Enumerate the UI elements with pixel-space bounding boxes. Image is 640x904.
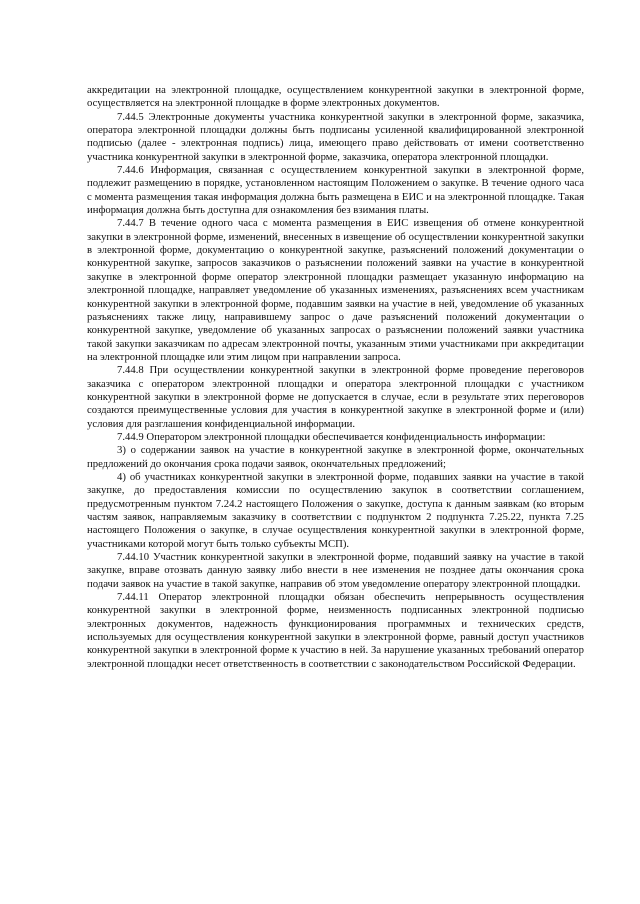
paragraph-7-44-5: 7.44.5 Электронные документы участника конкурентной закупки в электронной форме, заказчика, оператора электронной площадки должны быть подписаны усиленной квалифицированной электронной подписью (далее - электронная подпись) лица, имеющего право действовать от имени соответственно участника конкурентной закупки в электронной форме, заказчика, оператора электронной площадки.: [87, 110, 584, 163]
paragraph-7-44-10: 7.44.10 Участник конкурентной закупки в электронной форме, подавший заявку на участие в такой закупке, вправе отозвать данную заявку либо внести в нее изменения не позднее даты окончания срока подачи заявок на участие в такой закупке, направив об этом уведомление оператору электронной площадки.: [87, 551, 584, 590]
paragraph-7-44-7: 7.44.7 В течение одного часа с момента размещения в ЕИС извещения об отмене конкурентной закупки в электронной форме, изменений, внесенных в извещение об осуществлении конкурентной закупки в электронной форме, документацию о конкурентной закупке, разъяснений положений документации о конкурентной закупке, запросов заказчиков о разъяснении положений заявки на участие в конкурентной закупке в электронной форме оператор электронной площадки размещает указанную информацию на электронной площадке, направляет уведомление об указанных изменениях, разъяснениях всем участникам конкурентной закупки в электронной форме, подавшим заявки на участие в ней, уведомление об указанных разъяснениях также лицу, направившему запрос о даче разъяснений положений документации о конкурентной закупке, уведомление об указанных запросах о разъяснении положений заявки участника такой закупки заказчикам по адресам электронной почты, указанным этими участниками при аккредитации на электронной площадке или этим лицом при направлении запроса.: [87, 217, 584, 363]
paragraph-7-44-11: 7.44.11 Оператор электронной площадки обязан обеспечить непрерывность осуществления конкурентной закупки в электронной форме, неизменность подписанных электронной подписью электронных документов, надежность функционирования программных и технических средств, используемых для осуществления конкурентной закупки в электронной форме, равный доступ участников конкурентной закупки в электронной форме к участию в ней. За нарушение указанных требований оператор электронной площадки несет ответственность в соответствии с законодательством Российской Федерации.: [87, 591, 584, 670]
list-item-3: 3) о содержании заявок на участие в конкурентной закупке в электронной форме, окончательных предложений до окончания срока подачи заявок, окончательных предложений;: [87, 444, 584, 470]
paragraph-7-44-8: 7.44.8 При осуществлении конкурентной закупки в электронной форме проведение переговоров заказчика с оператором электронной площадки и оператора электронной площадки с участником конкурентной закупки в электронной форме не допускается в случае, если в результате этих переговоров создаются преимущественные условия для участия в конкурентной закупке в электронной форме и (или) условия для разглашения конфиденциальной информации.: [87, 364, 584, 430]
list-item-4: 4) об участниках конкурентной закупки в электронной форме, подавших заявки на участие в такой закупке, до предоставления комиссии по осуществлению закупок в соответствии соглашением, предусмотренным пунктом 7.24.2 настоящего Положения о закупке, доступа к данным заявкам (ко вторым частям заявок, направляемым заказчику в соответствии с подпунктом 2 подпункта 7.25.22, пункта 7.25 настоящего Положения о закупке, в случае осуществления конкурентной закупки в электронной форме, участниками которой могут быть только субъекты МСП).: [87, 470, 584, 550]
paragraph-7-44-6: 7.44.6 Информация, связанная с осуществлением конкурентной закупки в электронной форме, подлежит размещению в порядке, установленном настоящим Положением о закупке. В течение одного часа с момента размещения такая информация должна быть размещена в ЕИС и на электронной площадке. Такая информация должна быть доступна для ознакомления без взимания платы.: [87, 164, 584, 217]
paragraph-continuation: аккредитации на электронной площадке, осуществлением конкурентной закупки в электронной форме, осуществляется на электронной площадке в форме электронных документов.: [87, 84, 584, 110]
paragraph-7-44-9: 7.44.9 Оператором электронной площадки обеспечивается конфиденциальность информации:: [117, 430, 546, 443]
document-page: [87, 84, 584, 671]
